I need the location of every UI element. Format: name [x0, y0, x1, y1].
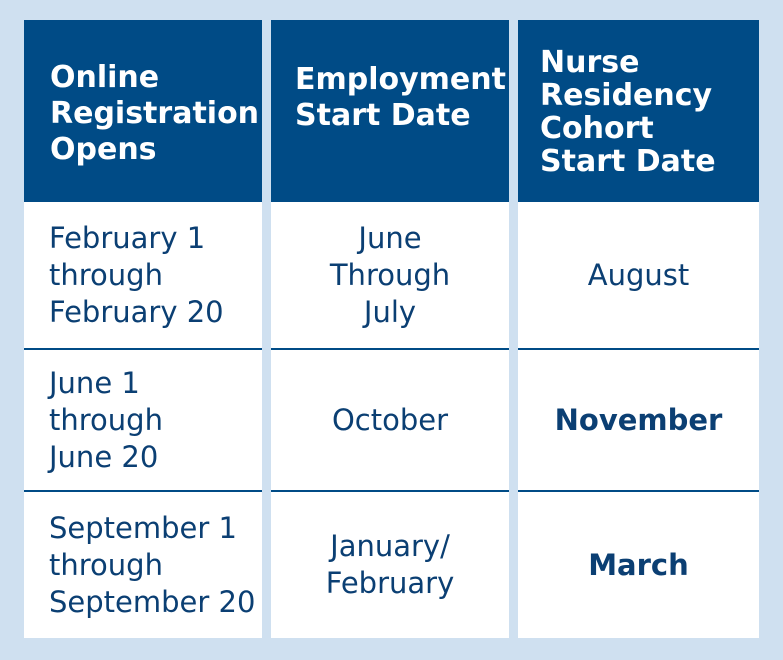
cell-line: November	[554, 402, 723, 437]
row-divider	[271, 348, 509, 350]
cell-line: through	[49, 257, 163, 292]
row1-employment	[271, 202, 509, 348]
cell-line: October	[331, 402, 449, 437]
cell-line: June 20	[49, 439, 159, 474]
cell-line: January/	[330, 529, 450, 563]
cell-line: June 1	[49, 365, 140, 400]
row3-cohort	[518, 492, 759, 638]
row2-employment	[271, 350, 509, 490]
header-line: Start Date	[540, 144, 716, 179]
row1-registration	[24, 202, 262, 348]
header-registration-opens	[24, 20, 262, 202]
row2-cohort	[518, 350, 759, 490]
row-divider	[518, 490, 759, 492]
row-divider	[271, 490, 509, 492]
row-divider	[24, 348, 262, 350]
row3-registration	[24, 492, 262, 638]
cell-line: August	[587, 257, 690, 292]
cell-line: June	[358, 220, 422, 255]
header-line: Registration	[50, 96, 260, 131]
header-line: Nurse	[540, 45, 640, 80]
cell-line: March	[588, 547, 689, 582]
header-line: Start Date	[295, 98, 471, 133]
header-line: Online	[50, 60, 160, 95]
row2-registration	[24, 350, 262, 490]
cell-line: September 20	[49, 584, 256, 619]
cell-line: through	[49, 547, 163, 582]
header-employment-start	[271, 20, 509, 202]
row3-employment	[271, 492, 509, 638]
cell-line: Through	[329, 257, 451, 292]
row-divider	[518, 348, 759, 350]
header-line: Cohort	[540, 111, 654, 146]
cell-line: February 1	[49, 220, 206, 255]
cell-line: September 1	[49, 510, 237, 545]
cell-line: July	[363, 294, 417, 329]
row-divider	[24, 490, 262, 492]
header-line: Residency	[540, 78, 713, 113]
header-line: Employment	[295, 62, 506, 97]
header-line: Opens	[50, 132, 157, 167]
row1-cohort	[518, 202, 759, 348]
cell-line: through	[49, 402, 163, 437]
header-cohort-start	[518, 20, 759, 202]
cell-line: February	[325, 566, 455, 600]
cell-line: February 20	[49, 294, 224, 329]
